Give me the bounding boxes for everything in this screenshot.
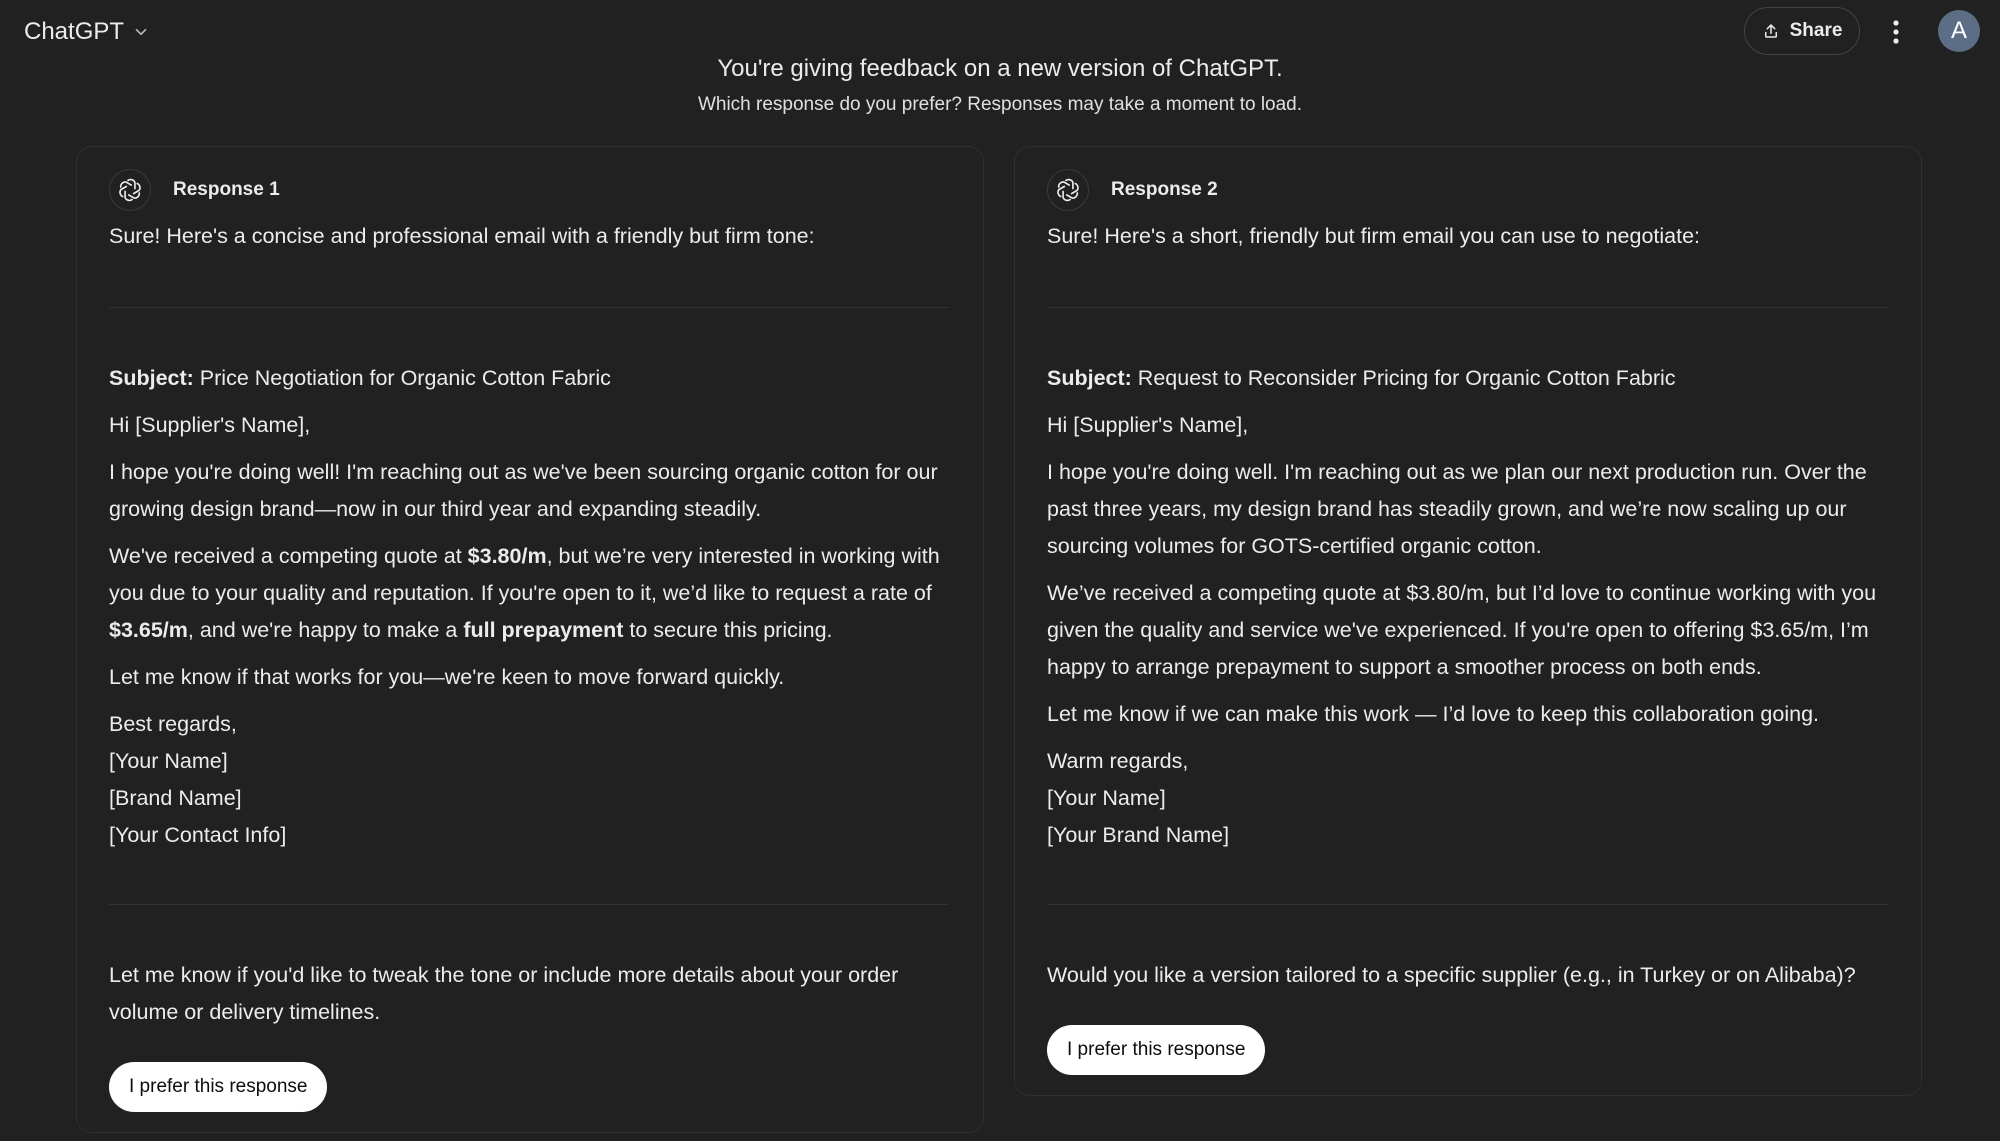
signature-brand: [Your Brand Name] <box>1047 823 1230 847</box>
email-paragraph-3: Let me know if we can make this work — I’d love to keep this collaboration going. <box>1047 702 1819 726</box>
kebab-menu-icon <box>1892 19 1900 45</box>
divider <box>1047 904 1887 905</box>
email-paragraph-1: I hope you're doing well! I'm reaching out as we've been sourcing organic cotton for our growing design brand—now in our third year and expanding steadily. <box>109 460 938 521</box>
email-paragraph-2: We’ve received a competing quote at $3.80/m, but I’d love to continue working with you given the quality and service we've experienced. If you're open to offering $3.65/m, I’m happy to arrange prepayment to support a smoother process on both ends. <box>1047 581 1877 679</box>
email-subject <box>109 360 959 397</box>
chatgpt-logo-icon <box>109 169 151 211</box>
response-card-1 <box>76 146 984 1133</box>
divider <box>1047 307 1887 308</box>
email-paragraph-3: Let me know if that works for you—we're keen to move forward quickly. <box>109 665 785 689</box>
subject-label: Subject: <box>1047 366 1132 390</box>
subject-text: Request to Reconsider Pricing for Organic Cotton Fabric <box>1131 366 1676 390</box>
response-header <box>1047 167 1218 213</box>
signature-contact: [Your Contact Info] <box>109 823 287 847</box>
signature-name: [Your Name] <box>109 749 228 773</box>
subject-label: Subject: <box>109 366 194 390</box>
share-button[interactable] <box>1744 7 1860 55</box>
subject-text: Price Negotiation for Organic Cotton Fabric <box>193 366 611 390</box>
feedback-title: You're giving feedback on a new version of ChatGPT. <box>717 55 1283 82</box>
price-competing: $3.80/m <box>467 544 547 568</box>
response-card-2 <box>1014 146 1922 1096</box>
response-followup: Let me know if you'd like to tweak the tone or include more details about your order volume or delivery timelines. <box>109 963 899 1024</box>
response-intro: Sure! Here's a short, friendly but firm email you can use to negotiate: <box>1047 224 1701 248</box>
divider <box>109 307 949 308</box>
text-run: , and we're happy to make a <box>187 618 464 642</box>
text-run: , but we’re very interested in working with you due to your quality and reputation. If you're open to it, we’d like to request a rate of <box>109 544 940 605</box>
text-run: We've received a competing quote at <box>109 544 468 568</box>
avatar[interactable]: A <box>1938 10 1980 52</box>
upload-icon <box>1762 22 1780 40</box>
signature-name: [Your Name] <box>1047 786 1166 810</box>
email-signoff: Best regards, <box>109 712 237 736</box>
more-options-button[interactable] <box>1876 12 1916 52</box>
email-paragraph-1: I hope you're doing well. I'm reaching out as we plan our next production run. Over the past three years, my design brand has steadily grown, and we’re now scaling up our sourcing volumes for GOTS-certified organic cotton. <box>1047 460 1867 558</box>
divider <box>109 904 949 905</box>
prefer-response-1-button[interactable]: I prefer this response <box>109 1062 327 1112</box>
signature-brand: [Brand Name] <box>109 786 242 810</box>
text-run: to secure this pricing. <box>623 618 833 642</box>
response-label: Response 1 <box>173 179 280 200</box>
model-name: ChatGPT <box>24 18 125 45</box>
chevron-down-icon <box>132 23 150 41</box>
model-switcher[interactable] <box>24 14 150 50</box>
response-header <box>109 167 280 213</box>
price-requested: $3.65/m <box>109 618 188 642</box>
response-intro: Sure! Here's a concise and professional email with a friendly but firm tone: <box>109 224 815 248</box>
email-subject <box>1047 360 1897 397</box>
email-paragraph-2 <box>109 538 959 649</box>
prefer-response-2-button[interactable]: I prefer this response <box>1047 1025 1265 1075</box>
email-signoff: Warm regards, <box>1047 749 1189 773</box>
email-greeting: Hi [Supplier's Name], <box>1047 413 1249 437</box>
feedback-subtitle: Which response do you prefer? Responses may take a moment to load. <box>697 94 1303 115</box>
response-followup: Would you like a version tailored to a specific supplier (e.g., in Turkey or on Alibaba)? <box>1047 963 1856 987</box>
chatgpt-logo-icon <box>1047 169 1089 211</box>
share-label: Share <box>1789 20 1843 41</box>
email-greeting: Hi [Supplier's Name], <box>109 413 311 437</box>
response-label: Response 2 <box>1111 179 1218 200</box>
prepayment-emphasis: full prepayment <box>463 618 624 642</box>
